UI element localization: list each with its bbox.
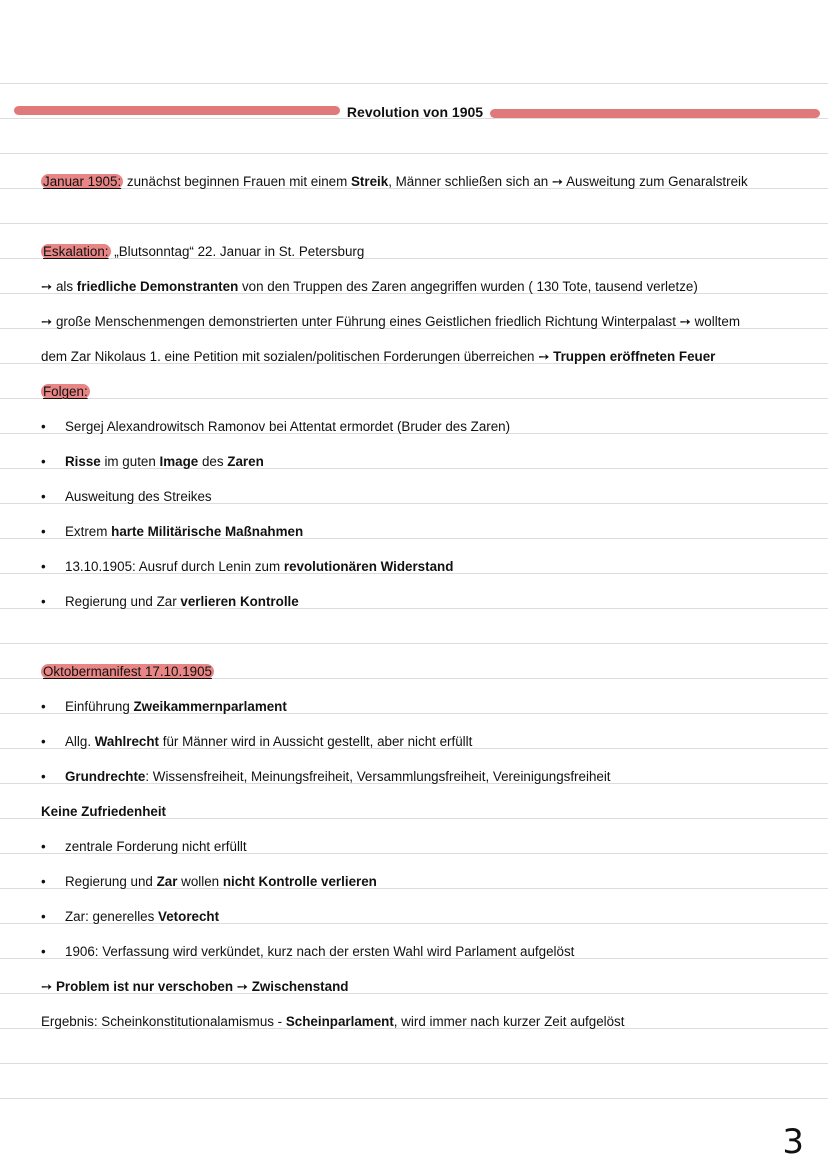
manifest-label: Oktobermanifest 17.10.1905 (43, 664, 212, 679)
bullet: • (41, 734, 46, 749)
bullet: • (41, 699, 46, 714)
manifest-heading (41, 663, 808, 681)
list-item (41, 488, 808, 506)
dissatisfaction-heading (41, 803, 808, 821)
list-item-text: Ausweitung des Streikes (65, 489, 212, 504)
bullet: • (41, 909, 46, 924)
bullet: • (41, 524, 46, 539)
title-bar-left (14, 106, 340, 115)
list-item-text: Sergej Alexandrowitsch Ramonov bei Attentat ermordet (Bruder des Zaren) (65, 419, 511, 434)
list-item-text: 1906: Verfassung wird verkündet, kurz nach der ersten Wahl wird Parlament aufgelöst (65, 944, 575, 959)
list-item-text: Regierung und Zar (65, 594, 181, 609)
list-item (41, 768, 808, 786)
ruled-line (0, 153, 828, 154)
january-line (41, 173, 808, 191)
bullet: • (41, 454, 46, 469)
result-rest: , wird immer nach kurzer Zeit aufgelöst (393, 1014, 625, 1029)
escalation-line2-bold: friedliche Demonstranten (76, 279, 239, 294)
list-item-text: Allg. (65, 734, 95, 749)
list-item-bold: Risse (65, 454, 101, 469)
bullet: • (41, 769, 46, 784)
list-item-text: des (198, 454, 228, 469)
ruled-line (0, 1063, 828, 1064)
ruled-line (0, 223, 828, 224)
problem-text: ➙ Problem ist nur verschoben ➙ Zwischenstand (41, 979, 349, 994)
consequences-heading (41, 383, 808, 401)
list-item (41, 523, 808, 541)
escalation-line (41, 243, 808, 261)
list-item-bold: nicht Kontrolle verlieren (222, 874, 377, 889)
january-text-1: zunächst beginnen Frauen mit einem (123, 174, 351, 189)
list-item-bold: Zaren (227, 454, 264, 469)
escalation-line2-prefix: ➙ als (41, 279, 77, 294)
ruled-line (0, 83, 828, 84)
list-item (41, 943, 808, 961)
list-item (41, 558, 808, 576)
list-item-text: Einführung (65, 699, 134, 714)
list-item-bold: Zar (156, 874, 178, 889)
list-item-bold: revolutionären Widerstand (283, 559, 454, 574)
list-item-bold: Grundrechte (65, 769, 146, 784)
bullet: • (41, 839, 46, 854)
escalation-line4-text: dem Zar Nikolaus 1. eine Petition mit sozialen/politischen Forderungen überreichen (41, 349, 539, 364)
escalation-line4-bold: ➙ Truppen eröffneten Feuer (538, 349, 716, 364)
ruled-line (0, 643, 828, 644)
bullet: • (41, 594, 46, 609)
bullet: • (41, 944, 46, 959)
list-item (41, 453, 808, 471)
page-title: Revolution von 1905 (346, 104, 484, 120)
bullet: • (41, 874, 46, 889)
list-item-text: : Wissensfreiheit, Meinungsfreiheit, Versammlungsfreiheit, Vereinigungsfreiheit (145, 769, 611, 784)
list-item (41, 838, 808, 856)
result-bold: Scheinparlament (285, 1014, 394, 1029)
list-item-bold: harte Militärische Maßnahmen (111, 524, 304, 539)
dissatisfaction-heading-text: Keine Zufriedenheit (41, 804, 166, 819)
problem-line (41, 978, 808, 996)
ruled-line (0, 1098, 828, 1099)
list-item-bold: Image (159, 454, 199, 469)
list-item (41, 593, 808, 611)
list-item-text: zentrale Forderung nicht erfüllt (65, 839, 247, 854)
list-item-text: Extrem (65, 524, 112, 539)
escalation-line-2 (41, 278, 808, 296)
result-line (41, 1013, 808, 1031)
title-bar-right (490, 109, 820, 118)
list-item-text: 13.10.1905: Ausruf durch Lenin zum (65, 559, 284, 574)
list-item (41, 733, 808, 751)
list-item-bold: Wahlrecht (94, 734, 160, 749)
january-bold: Streik (350, 174, 389, 189)
january-label: Januar 1905: (43, 174, 122, 189)
bullet: • (41, 489, 46, 504)
escalation-line-3: ➙ große Menschenmengen demonstrierten unter Führung eines Geistlichen friedlich Richtung Winterpalast ➙ wolltem (41, 314, 741, 329)
list-item (41, 418, 808, 436)
list-item-text: Zar: generelles (65, 909, 159, 924)
list-item-text: im guten (100, 454, 160, 469)
list-item-bold: Zweikammernparlament (133, 699, 287, 714)
list-item-text: wollen (177, 874, 223, 889)
list-item-bold: Vetorecht (158, 909, 220, 924)
list-item (41, 873, 808, 891)
page-number: 3 (782, 1122, 804, 1162)
list-item (41, 698, 808, 716)
list-item (41, 908, 808, 926)
bullet: • (41, 559, 46, 574)
consequences-label: Folgen: (43, 384, 88, 399)
escalation-label: Eskalation: (43, 244, 109, 259)
result-text: Ergebnis: Scheinkonstitutionalamismus - (41, 1014, 286, 1029)
list-item-bold: verlieren Kontrolle (180, 594, 299, 609)
escalation-text: „Blutsonntag“ 22. Januar in St. Petersburg (110, 244, 365, 259)
list-item-text: Regierung und (65, 874, 157, 889)
list-item-text: für Männer wird in Aussicht gestellt, aber nicht erfüllt (159, 734, 473, 749)
january-text-2: , Männer schließen sich an ➙ Ausweitung zum Genaralstreik (388, 174, 748, 189)
bullet: • (41, 419, 46, 434)
escalation-line-4 (41, 348, 808, 366)
escalation-line2-rest: von den Truppen des Zaren angegriffen wurden ( 130 Tote, tausend verletze) (238, 279, 698, 294)
